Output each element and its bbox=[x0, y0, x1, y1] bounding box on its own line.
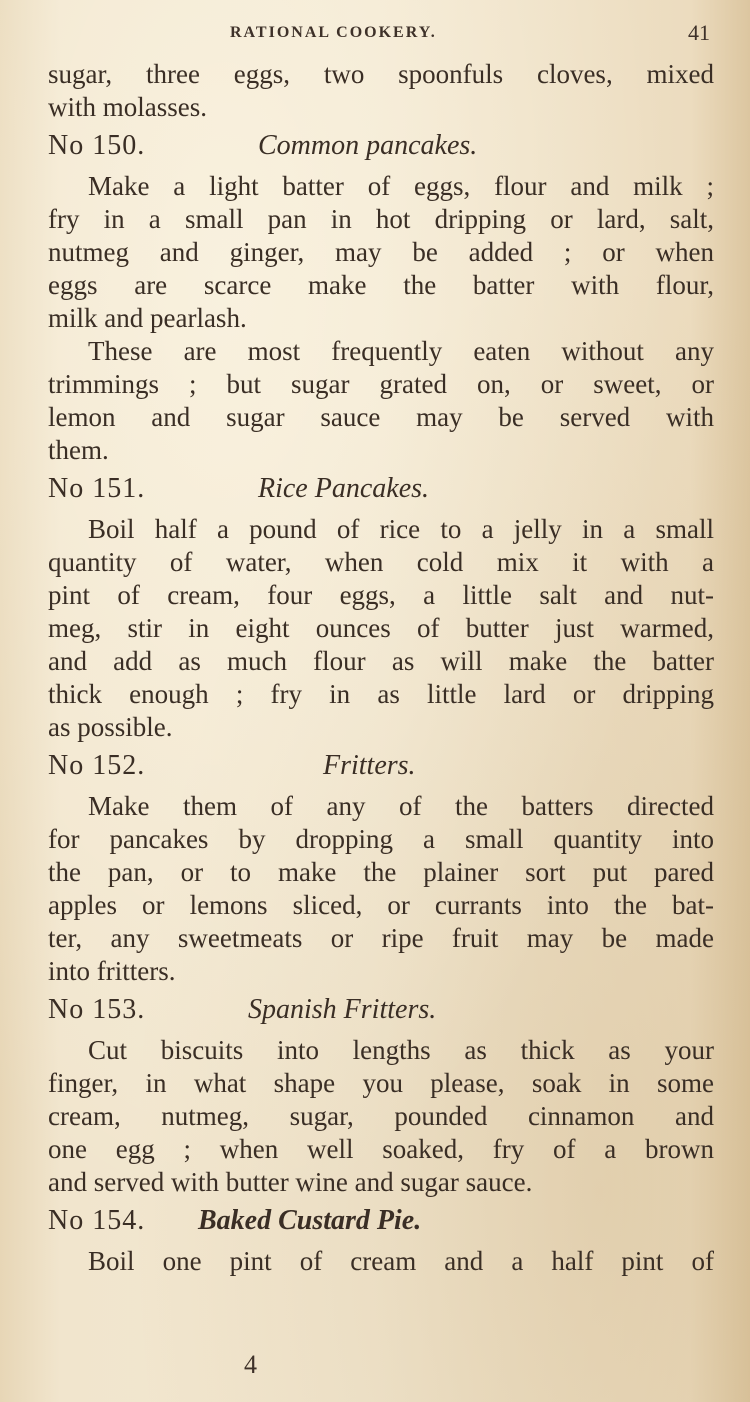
recipe-heading bbox=[48, 473, 714, 513]
text-line: Make them of any of the batters directed bbox=[88, 791, 714, 821]
text-line: These are most frequently eaten without any bbox=[88, 336, 714, 366]
running-head: RATIONAL COOKERY. bbox=[230, 24, 437, 41]
text-line: one egg ; when well soaked, fry of a brown bbox=[48, 1134, 714, 1164]
recipe-paragraph bbox=[48, 513, 714, 744]
text-line: ter, any sweetmeats or ripe fruit may be made bbox=[48, 923, 714, 953]
text-line: nutmeg and ginger, may be added ; or when bbox=[48, 237, 714, 267]
text-line: them. bbox=[48, 435, 109, 465]
recipe-paragraph bbox=[48, 1034, 714, 1199]
text-line: meg, stir in eight ounces of butter just warmed, bbox=[48, 613, 714, 643]
recipe-heading bbox=[48, 750, 714, 790]
text-line: quantity of water, when cold mix it with a bbox=[48, 547, 714, 577]
recipe-154 bbox=[48, 1205, 714, 1278]
text-line: and served with butter wine and sugar sauce. bbox=[48, 1167, 533, 1197]
recipe-title: Fritters. bbox=[323, 750, 416, 781]
recipe-title: Rice Pancakes. bbox=[258, 473, 430, 504]
recipe-paragraph bbox=[48, 335, 714, 467]
text-line: apples or lemons sliced, or currants into the bat- bbox=[48, 890, 714, 920]
text-line: for pancakes by dropping a small quantity into bbox=[48, 824, 714, 854]
text-line: and add as much flour as will make the batter bbox=[48, 646, 714, 676]
recipe-paragraph bbox=[48, 1245, 714, 1278]
text-line: Boil half a pound of rice to a jelly in a small bbox=[88, 514, 714, 544]
text-line: lemon and sugar sauce may be served with bbox=[48, 402, 714, 432]
recipe-paragraph bbox=[48, 790, 714, 988]
text-line: with molasses. bbox=[48, 92, 207, 122]
recipe-number: No 154. bbox=[48, 1205, 146, 1236]
recipe-number: No 152. bbox=[48, 750, 146, 781]
recipe-150 bbox=[48, 130, 714, 467]
recipe-number: No 150. bbox=[48, 130, 146, 161]
recipe-heading bbox=[48, 130, 714, 170]
recipe-number: No 151. bbox=[48, 473, 146, 504]
recipe-heading bbox=[48, 994, 714, 1034]
text-line: thick enough ; fry in as little lard or dripping bbox=[48, 679, 714, 709]
text-line: pint of cream, four eggs, a little salt and nut- bbox=[48, 580, 714, 610]
recipe-title: Baked Custard Pie. bbox=[198, 1205, 422, 1236]
page-body bbox=[48, 58, 714, 1278]
text-line: eggs are scarce make the batter with flour, bbox=[48, 270, 714, 300]
text-line: as possible. bbox=[48, 712, 173, 742]
text-line: milk and pearlash. bbox=[48, 303, 247, 333]
recipe-153 bbox=[48, 994, 714, 1199]
recipe-paragraph bbox=[48, 170, 714, 335]
recipe-heading bbox=[48, 1205, 714, 1245]
page-header bbox=[230, 18, 710, 48]
recipe-152 bbox=[48, 750, 714, 988]
text-line: sugar, three eggs, two spoonfuls cloves, mixed bbox=[48, 59, 714, 89]
text-line: Make a light batter of eggs, flour and milk ; bbox=[88, 171, 714, 201]
recipe-title: Spanish Fritters. bbox=[248, 994, 437, 1025]
recipe-number: No 153. bbox=[48, 994, 146, 1025]
recipe-title: Common pancakes. bbox=[258, 130, 478, 161]
text-line: cream, nutmeg, sugar, pounded cinnamon and bbox=[48, 1101, 714, 1131]
text-line: Boil one pint of cream and a half pint of bbox=[88, 1246, 714, 1276]
text-line: the pan, or to make the plainer sort put pared bbox=[48, 857, 714, 887]
signature-mark: 4 bbox=[244, 1350, 257, 1379]
text-line: fry in a small pan in hot dripping or lard, salt, bbox=[48, 204, 714, 234]
continuation-text bbox=[48, 58, 714, 124]
text-line: trimmings ; but sugar grated on, or sweet, or bbox=[48, 369, 714, 399]
recipe-151 bbox=[48, 473, 714, 744]
page-number: 41 bbox=[688, 20, 710, 45]
text-line: into fritters. bbox=[48, 956, 176, 986]
text-line: finger, in what shape you please, soak in some bbox=[48, 1068, 714, 1098]
text-line: Cut biscuits into lengths as thick as your bbox=[88, 1035, 714, 1065]
